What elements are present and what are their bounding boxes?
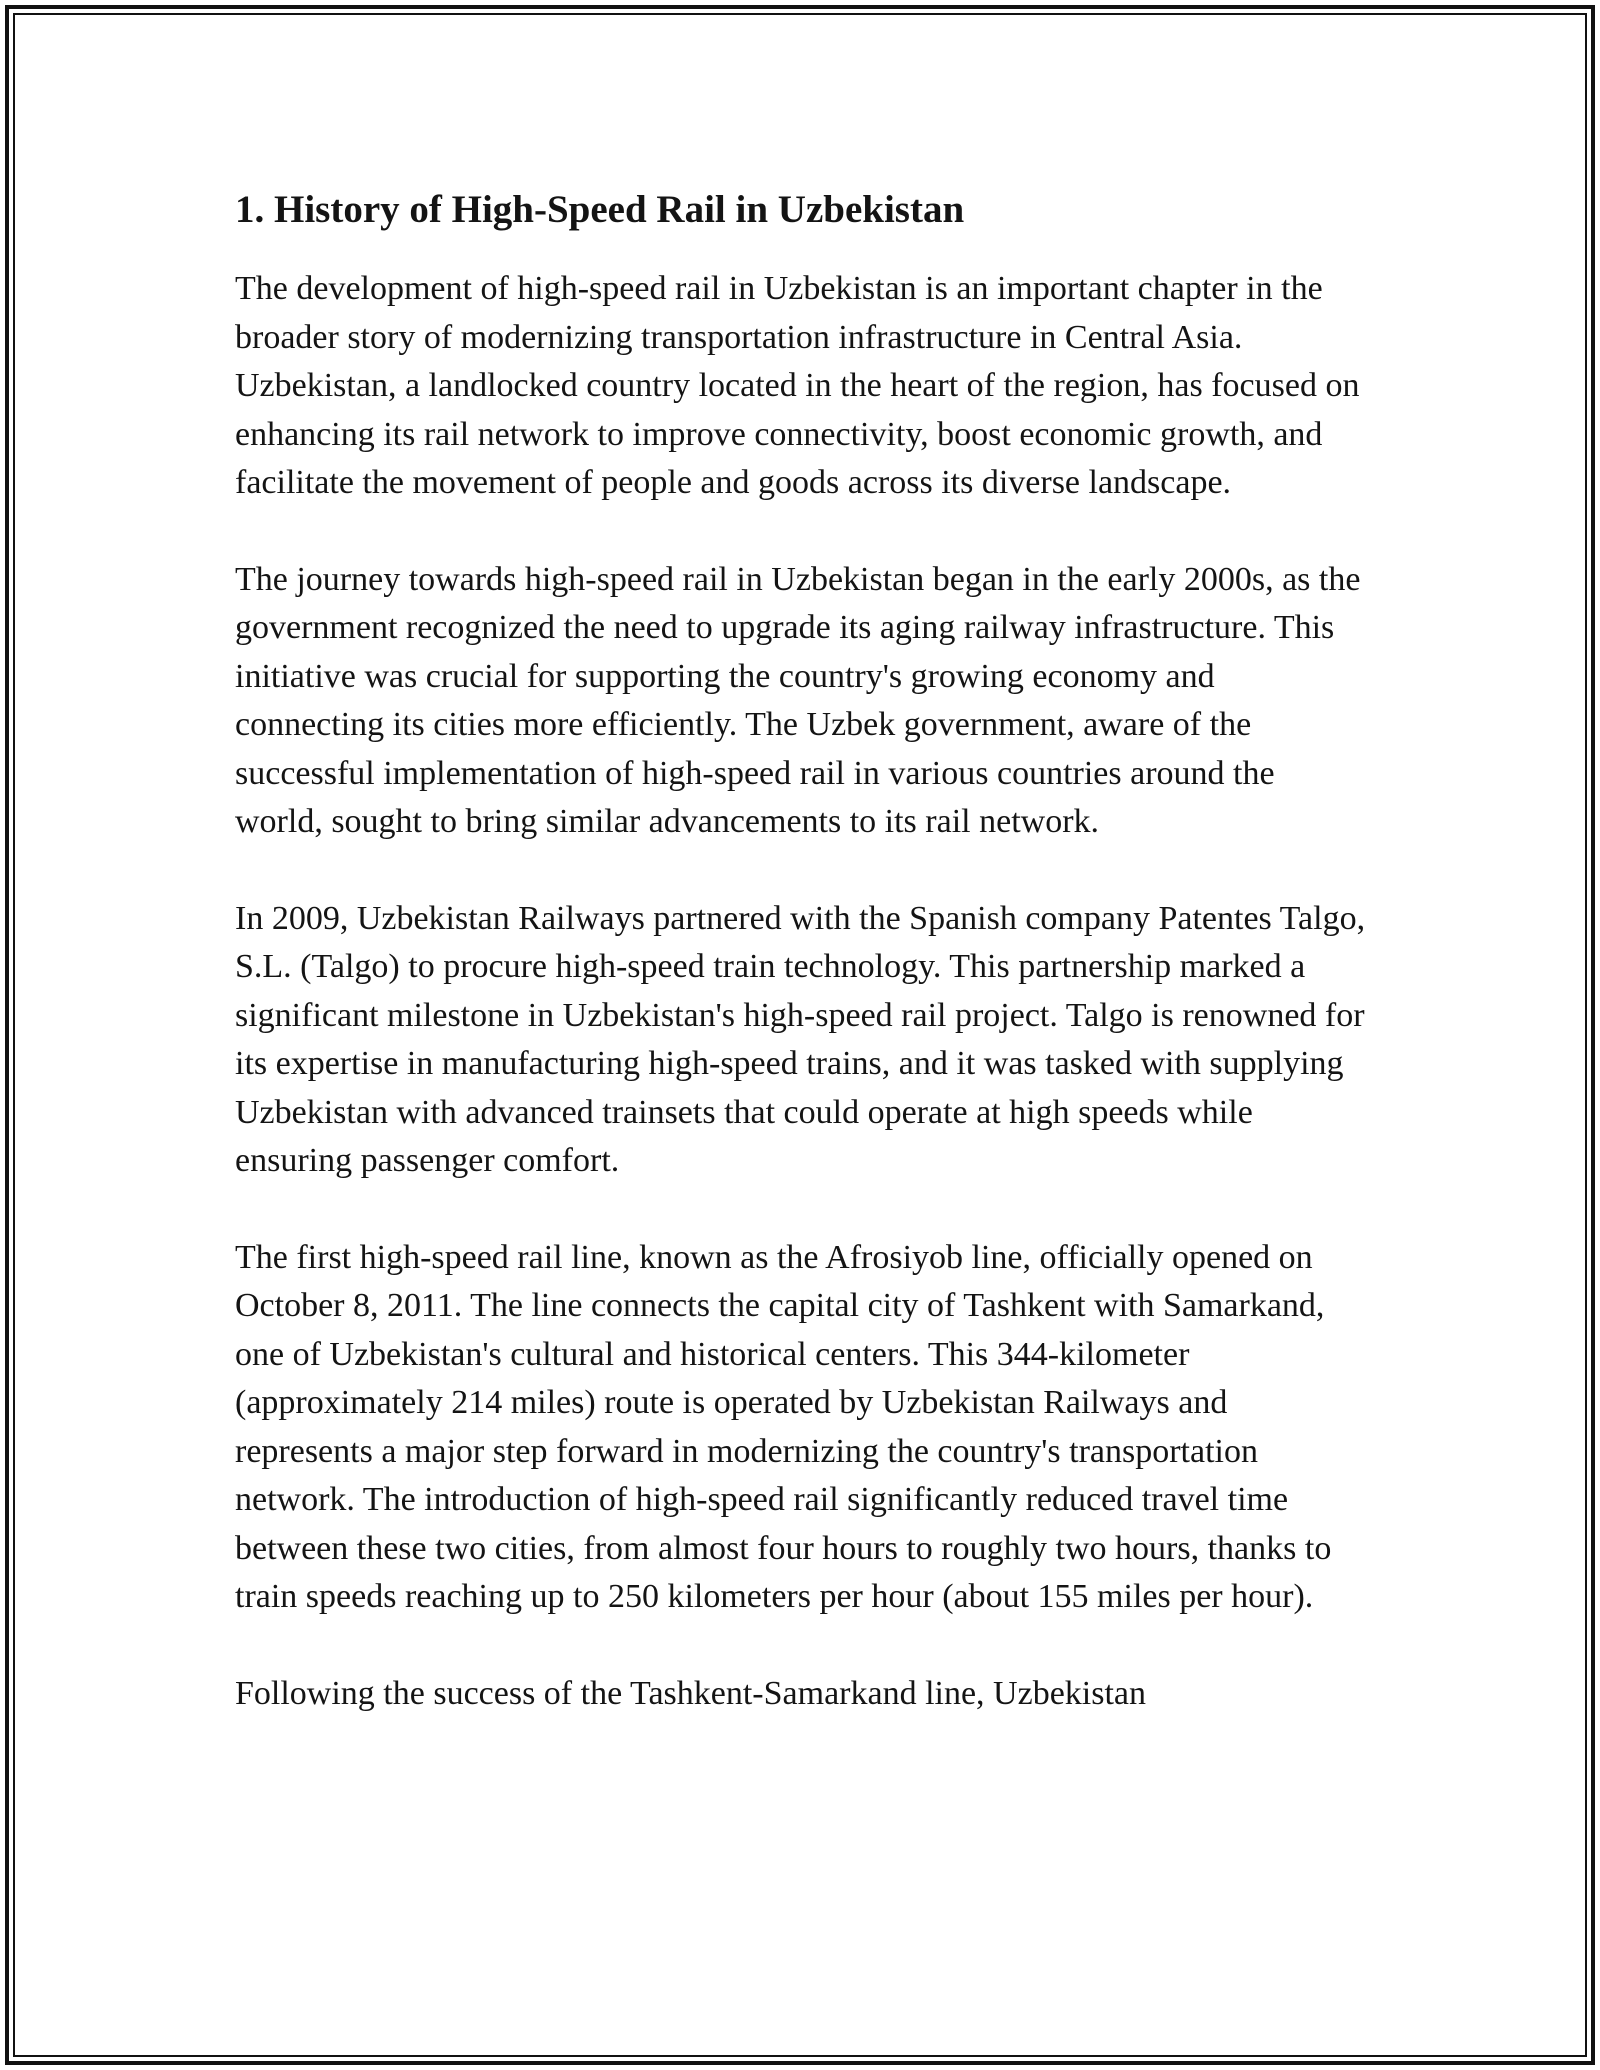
paragraph-3: In 2009, Uzbekistan Railways partnered with the Spanish company Patentes Talgo, S.L. (Talgo) to procure high-speed train technology. This partnership marked a significant milestone in Uzbekistan's high-speed rail project. Talgo is renowned for its expertise in manufacturing high-speed trains, and it was tasked with supplying Uzbekistan with advanced trainsets that could operate at high speeds while ensuring passenger comfort. bbox=[235, 899, 1366, 1179]
section-heading: 1. History of High-Speed Rail in Uzbekistan bbox=[235, 188, 965, 231]
paragraph-4: The first high-speed rail line, known as the Afrosiyob line, officially opened on October 8, 2011. The line connects the capital city of Tashkent with Samarkand, one of Uzbekistan's cultural and historical centers. This 344-kilometer (approximately 214 miles) route is operated by Uzbekistan Railways and represents a major step forward in modernizing the country's transportation network. The introduction of high-speed rail significantly reduced travel time between these two cities, from almost four hours to roughly two hours, thanks to train speeds reaching up to 250 kilometers per hour (about 155 miles per hour). bbox=[235, 1238, 1332, 1615]
paragraph-2: The journey towards high-speed rail in Uzbekistan began in the early 2000s, as the government recognized the need to upgrade its aging railway infrastructure. This initiative was crucial for supporting the country's growing economy and connecting its cities more efficiently. The Uzbek government, aware of the successful implementation of high-speed rail in various countries around the world, sought to bring similar advancements to its rail network. bbox=[235, 560, 1361, 840]
paragraph-1: The development of high-speed rail in Uzbekistan is an important chapter in the broader story of modernizing transportation infrastructure in Central Asia. Uzbekistan, a landlocked country located in the heart of the region, has focused on enhancing its rail network to improve connectivity, boost economic growth, and facilitate the movement of people and goods across its diverse landscape. bbox=[235, 270, 1360, 501]
paragraph-5: Following the success of the Tashkent-Samarkand line, Uzbekistan bbox=[235, 1674, 1147, 1712]
document-body bbox=[235, 186, 1370, 1718]
